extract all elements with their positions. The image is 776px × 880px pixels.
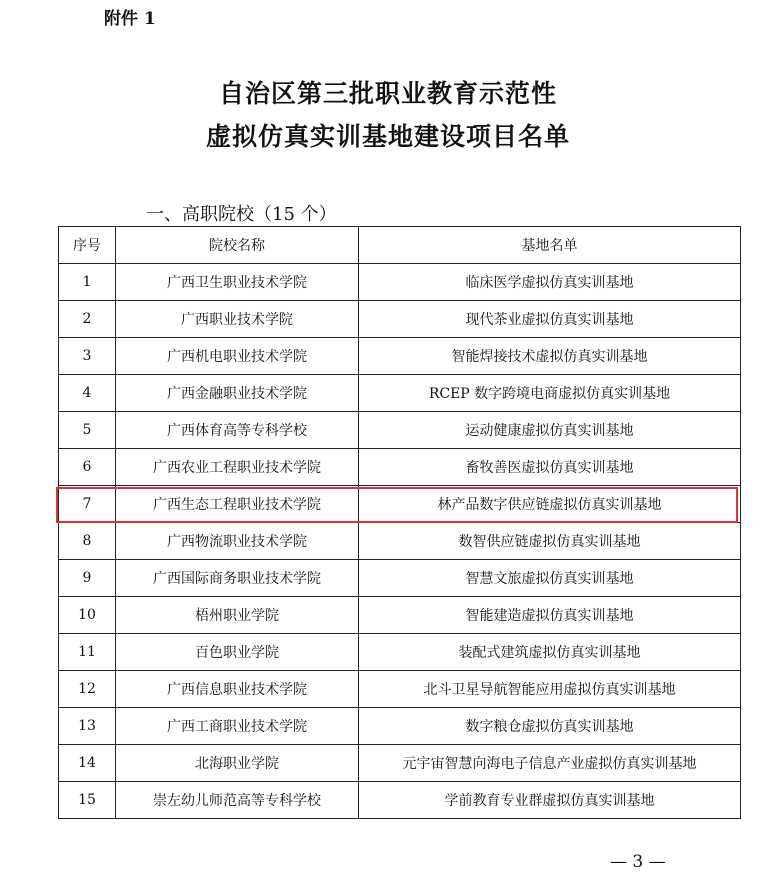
cell-serial-no: 14 xyxy=(59,745,116,782)
cell-serial-no: 10 xyxy=(59,597,116,634)
attachment-label: 附件 1 xyxy=(104,9,156,29)
cell-school-name: 广西职业技术学院 xyxy=(116,301,359,338)
cell-serial-no: 15 xyxy=(59,782,116,819)
cell-serial-no: 1 xyxy=(59,264,116,301)
page-number: — 3 — xyxy=(610,852,666,872)
cell-base-name: 智慧文旅虚拟仿真实训基地 xyxy=(359,560,741,597)
cell-serial-no: 12 xyxy=(59,671,116,708)
cell-serial-no: 6 xyxy=(59,449,116,486)
cell-school-name: 广西机电职业技术学院 xyxy=(116,338,359,375)
cell-school-name: 广西农业工程职业技术学院 xyxy=(116,449,359,486)
table-row xyxy=(59,745,741,782)
cell-serial-no: 9 xyxy=(59,560,116,597)
table-row xyxy=(59,560,741,597)
cell-base-name: 林产品数字供应链虚拟仿真实训基地 xyxy=(359,486,741,523)
table-row xyxy=(59,523,741,560)
cell-school-name: 广西卫生职业技术学院 xyxy=(116,264,359,301)
cell-base-name: 学前教育专业群虚拟仿真实训基地 xyxy=(359,782,741,819)
cell-school-name: 广西体育高等专科学校 xyxy=(116,412,359,449)
cell-base-name: 运动健康虚拟仿真实训基地 xyxy=(359,412,741,449)
cell-school-name: 崇左幼儿师范高等专科学校 xyxy=(116,782,359,819)
cell-school-name: 广西工商职业技术学院 xyxy=(116,708,359,745)
cell-serial-no: 4 xyxy=(59,375,116,412)
cell-base-name: 智能建造虚拟仿真实训基地 xyxy=(359,597,741,634)
cell-base-name: 临床医学虚拟仿真实训基地 xyxy=(359,264,741,301)
cell-school-name: 广西物流职业技术学院 xyxy=(116,523,359,560)
project-list-table xyxy=(58,226,741,819)
cell-school-name: 梧州职业学院 xyxy=(116,597,359,634)
cell-school-name: 广西信息职业技术学院 xyxy=(116,671,359,708)
document-title-line-2: 虚拟仿真实训基地建设项目名单 xyxy=(205,122,570,151)
cell-serial-no: 13 xyxy=(59,708,116,745)
table-row xyxy=(59,338,741,375)
section-heading: 一、高职院校（15 个） xyxy=(146,204,337,225)
cell-serial-no: 11 xyxy=(59,634,116,671)
table-row xyxy=(59,634,741,671)
cell-base-name: 畜牧善医虚拟仿真实训基地 xyxy=(359,449,741,486)
table-row xyxy=(59,782,741,819)
table-row xyxy=(59,301,741,338)
document-title-line-1: 自治区第三批职业教育示范性 xyxy=(218,79,557,108)
header-base-name: 基地名单 xyxy=(359,227,741,264)
table-header-row xyxy=(59,227,741,264)
cell-base-name: 现代茶业虚拟仿真实训基地 xyxy=(359,301,741,338)
table-row xyxy=(59,597,741,634)
header-serial-no: 序号 xyxy=(59,227,116,264)
cell-serial-no: 2 xyxy=(59,301,116,338)
cell-base-name: 智能焊接技术虚拟仿真实训基地 xyxy=(359,338,741,375)
table-row xyxy=(59,412,741,449)
cell-serial-no: 5 xyxy=(59,412,116,449)
table-row xyxy=(59,264,741,301)
table-row xyxy=(59,486,741,523)
table-row xyxy=(59,375,741,412)
cell-school-name: 广西生态工程职业技术学院 xyxy=(116,486,359,523)
table-row xyxy=(59,708,741,745)
cell-serial-no: 7 xyxy=(59,486,116,523)
header-school-name: 院校名称 xyxy=(116,227,359,264)
cell-school-name: 百色职业学院 xyxy=(116,634,359,671)
cell-base-name: 北斗卫星导航智能应用虚拟仿真实训基地 xyxy=(359,671,741,708)
cell-base-name: 数智供应链虚拟仿真实训基地 xyxy=(359,523,741,560)
cell-school-name: 广西国际商务职业技术学院 xyxy=(116,560,359,597)
cell-school-name: 广西金融职业技术学院 xyxy=(116,375,359,412)
cell-base-name: RCEP 数字跨境电商虚拟仿真实训基地 xyxy=(359,375,741,412)
cell-base-name: 数字粮仓虚拟仿真实训基地 xyxy=(359,708,741,745)
cell-serial-no: 8 xyxy=(59,523,116,560)
cell-school-name: 北海职业学院 xyxy=(116,745,359,782)
table-row xyxy=(59,449,741,486)
table-row xyxy=(59,671,741,708)
cell-base-name: 装配式建筑虚拟仿真实训基地 xyxy=(359,634,741,671)
cell-base-name: 元宇宙智慧向海电子信息产业虚拟仿真实训基地 xyxy=(359,745,741,782)
cell-serial-no: 3 xyxy=(59,338,116,375)
